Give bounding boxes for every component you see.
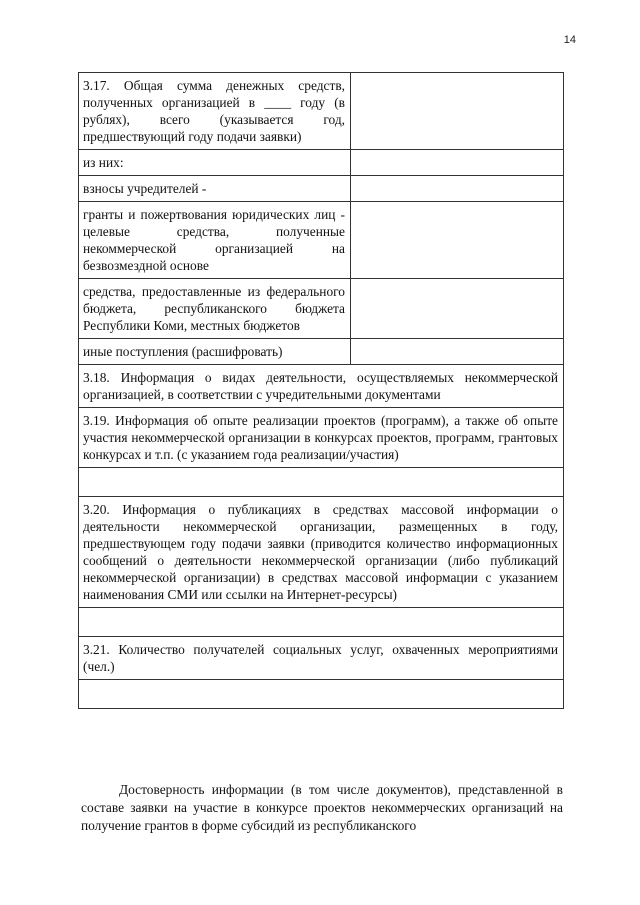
row-label: из них: [79, 150, 351, 176]
table-row-total-funds [79, 73, 564, 150]
row-value-field[interactable] [351, 176, 564, 202]
table-row-grants-donations [79, 202, 564, 279]
section-answer-publications [79, 608, 564, 637]
section-answer-social-recipients [79, 680, 564, 709]
closing-paragraph: Достоверность информации (в том числе документов), представленной в составе заявки на участие в конкурсе проектов некоммерческих организаций на получение грантов в форме субсидий из республиканского [81, 782, 563, 834]
section-heading: 3.20. Информация о публикациях в средствах массовой информации о деятельности некоммерческой организации, размещенных в году, предшествующем году подачи заявки (приводится количество информационных сообщений о деятельности некоммерческой организации (либо публикаций некоммерческой организации) в средствах массовой информации с указанием наименования СМИ или ссылки на Интернет-ресурсы) [79, 497, 564, 608]
table-row-of-which [79, 150, 564, 176]
section-heading-publications [79, 497, 564, 608]
row-value-field[interactable] [351, 202, 564, 279]
row-value-field[interactable] [351, 279, 564, 339]
answer-field[interactable] [79, 608, 564, 637]
section-heading-social-recipients [79, 637, 564, 680]
section-heading-activities [79, 365, 564, 408]
answer-field[interactable] [79, 468, 564, 497]
answer-field[interactable] [79, 680, 564, 709]
row-label: иные поступления (расшифровать) [79, 339, 351, 365]
row-value-field[interactable] [351, 339, 564, 365]
table-row-founder-contributions [79, 176, 564, 202]
row-label: взносы учредителей - [79, 176, 351, 202]
row-value-field[interactable] [351, 73, 564, 150]
section-heading: 3.21. Количество получателей социальных услуг, охваченных мероприятиями (чел.) [79, 637, 564, 680]
section-answer-project-experience [79, 468, 564, 497]
table-row-budget-funds [79, 279, 564, 339]
section-heading: 3.18. Информация о видах деятельности, осуществляемых некоммерческой организацией, в соответствии с учредительными документами [79, 365, 564, 408]
table-row-other-income [79, 339, 564, 365]
row-label: средства, предоставленные из федерального бюджета, республиканского бюджета Республики Коми, местных бюджетов [79, 279, 351, 339]
row-label: гранты и пожертвования юридических лиц - целевые средства, полученные некоммерческой организацией на безвозмездной основе [79, 202, 351, 279]
row-value-field[interactable] [351, 150, 564, 176]
application-form-table [78, 72, 564, 709]
page-number: 14 [563, 34, 576, 46]
row-label: 3.17. Общая сумма денежных средств, полученных организацией в ____ году (в рублях), всего (указывается год, предшествующий году подачи заявки) [79, 73, 351, 150]
section-heading: 3.19. Информация об опыте реализации проектов (программ), а также об опыте участия некоммерческой организации в конкурсах проектов, программ, грантовых конкурсах и т.п. (с указанием года реализации/участия) [79, 408, 564, 468]
section-heading-project-experience [79, 408, 564, 468]
